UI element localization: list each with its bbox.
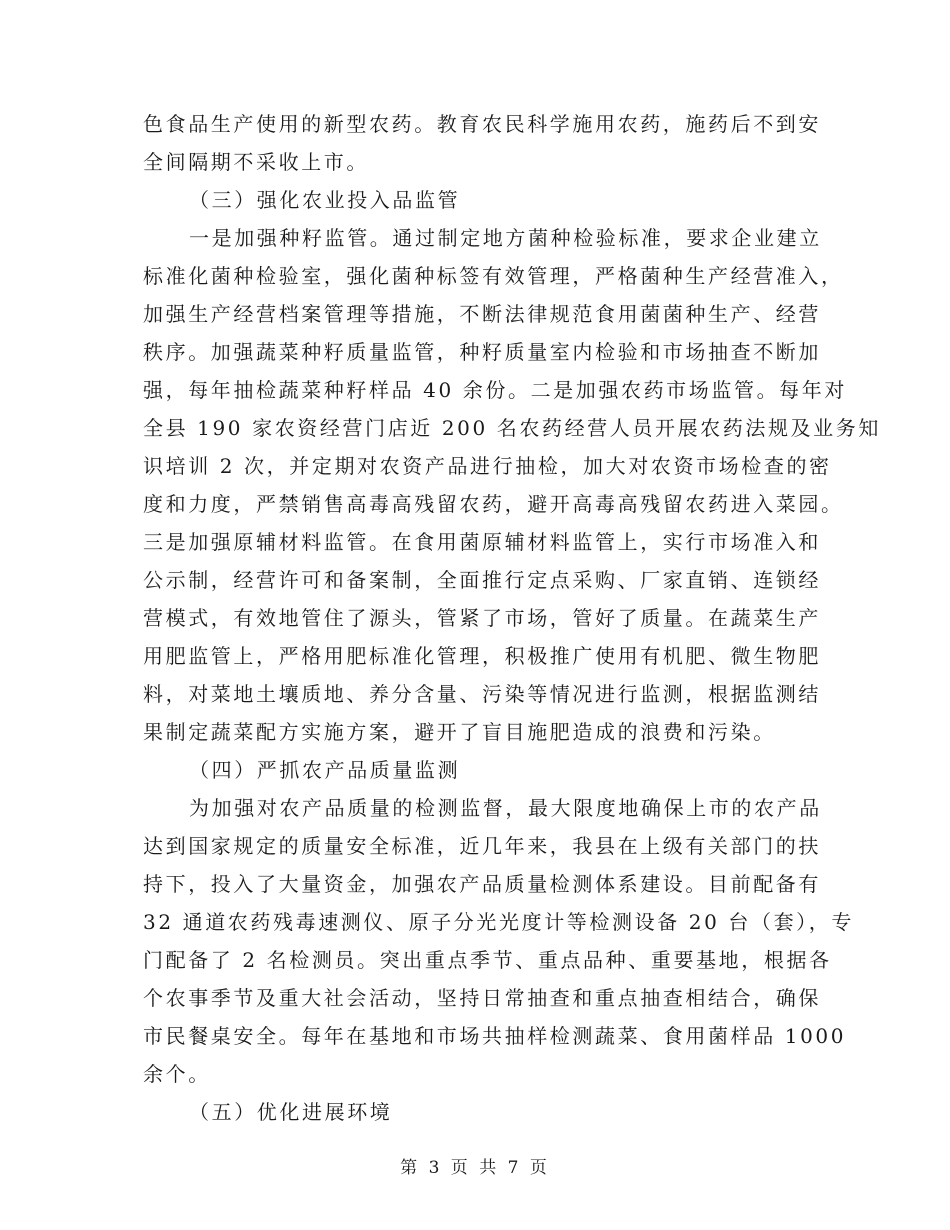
text-line: 标准化菌种检验室，强化菌种标签有效管理，严格菌种生产经营准入， — [143, 264, 844, 288]
text-line: 强，每年抽检蔬菜种籽样品 40 余份。二是加强农药市场监管。每年对 — [143, 378, 847, 402]
document-body — [143, 105, 881, 1131]
text-line: 达到国家规定的质量安全标准，近几年来，我县在上级有关部门的扶 — [143, 834, 821, 858]
text-line: 营模式，有效地管住了源头，管紧了市场，管好了质量。在蔬菜生产 — [143, 606, 821, 630]
section-heading: （三）强化农业投入品监管 — [189, 188, 461, 212]
text-line: 料，对菜地土壤质地、养分含量、污染等情况进行监测，根据监测结 — [143, 682, 821, 706]
text-line: 加强生产经营档案管理等措施，不断法律规范食用菌菌种生产、经营 — [143, 302, 821, 326]
text-line: 余个。 — [143, 1062, 211, 1086]
text-line: 为加强对农产品质量的检测监督，最大限度地确保上市的农产品 — [189, 796, 822, 820]
text-line: 市民餐桌安全。每年在基地和市场共抽样检测蔬菜、食用菌样品 1000 — [143, 1024, 847, 1048]
page-footer: 第 3 页 共 7 页 — [400, 1158, 550, 1178]
text-line: 一是加强种籽监管。通过制定地方菌种检验标准，要求企业建立 — [189, 226, 822, 250]
text-line: 公示制，经营许可和备案制，全面推行定点采购、厂家直销、连锁经 — [143, 568, 821, 592]
text-line: 用肥监管上，严格用肥标准化管理，积极推广使用有机肥、微生物肥 — [143, 644, 821, 668]
text-line: 持下，投入了大量资金，加强农产品质量检测体系建设。目前配备有 — [143, 872, 821, 896]
text-line: 三是加强原辅材料监管。在食用菌原辅材料监管上，实行市场准入和 — [143, 530, 821, 554]
text-line: 度和力度，严禁销售高毒高残留农药，避开高毒高残留农药进入菜园。 — [143, 492, 844, 516]
text-line: 识培训 2 次，并定期对农资产品进行抽检，加大对农资市场检查的密 — [143, 454, 832, 478]
text-line: 色食品生产使用的新型农药。教育农民科学施用农药，施药后不到安 — [143, 112, 821, 136]
text-line: 秩序。加强蔬菜种籽质量监管，种籽质量室内检验和市场抽查不断加 — [143, 340, 821, 364]
text-line: 全间隔期不采收上市。 — [143, 150, 369, 174]
section-heading: （四）严抓农产品质量监测 — [189, 758, 461, 782]
text-line: 门配备了 2 名检测员。突出重点季节、重点品种、重要基地，根据各 — [143, 948, 832, 972]
section-heading: （五）优化进展环境 — [189, 1100, 393, 1124]
text-line: 个农事季节及重大社会活动，坚持日常抽查和重点抽查相结合，确保 — [143, 986, 821, 1010]
text-line: 32 通道农药残毒速测仪、原子分光光度计等检测设备 20 台（套），专 — [143, 910, 854, 934]
text-line: 全县 190 家农资经营门店近 200 名农药经营人员开展农药法规及业务知 — [143, 416, 881, 440]
text-line: 果制定蔬菜配方实施方案，避开了盲目施肥造成的浪费和污染。 — [143, 720, 776, 744]
